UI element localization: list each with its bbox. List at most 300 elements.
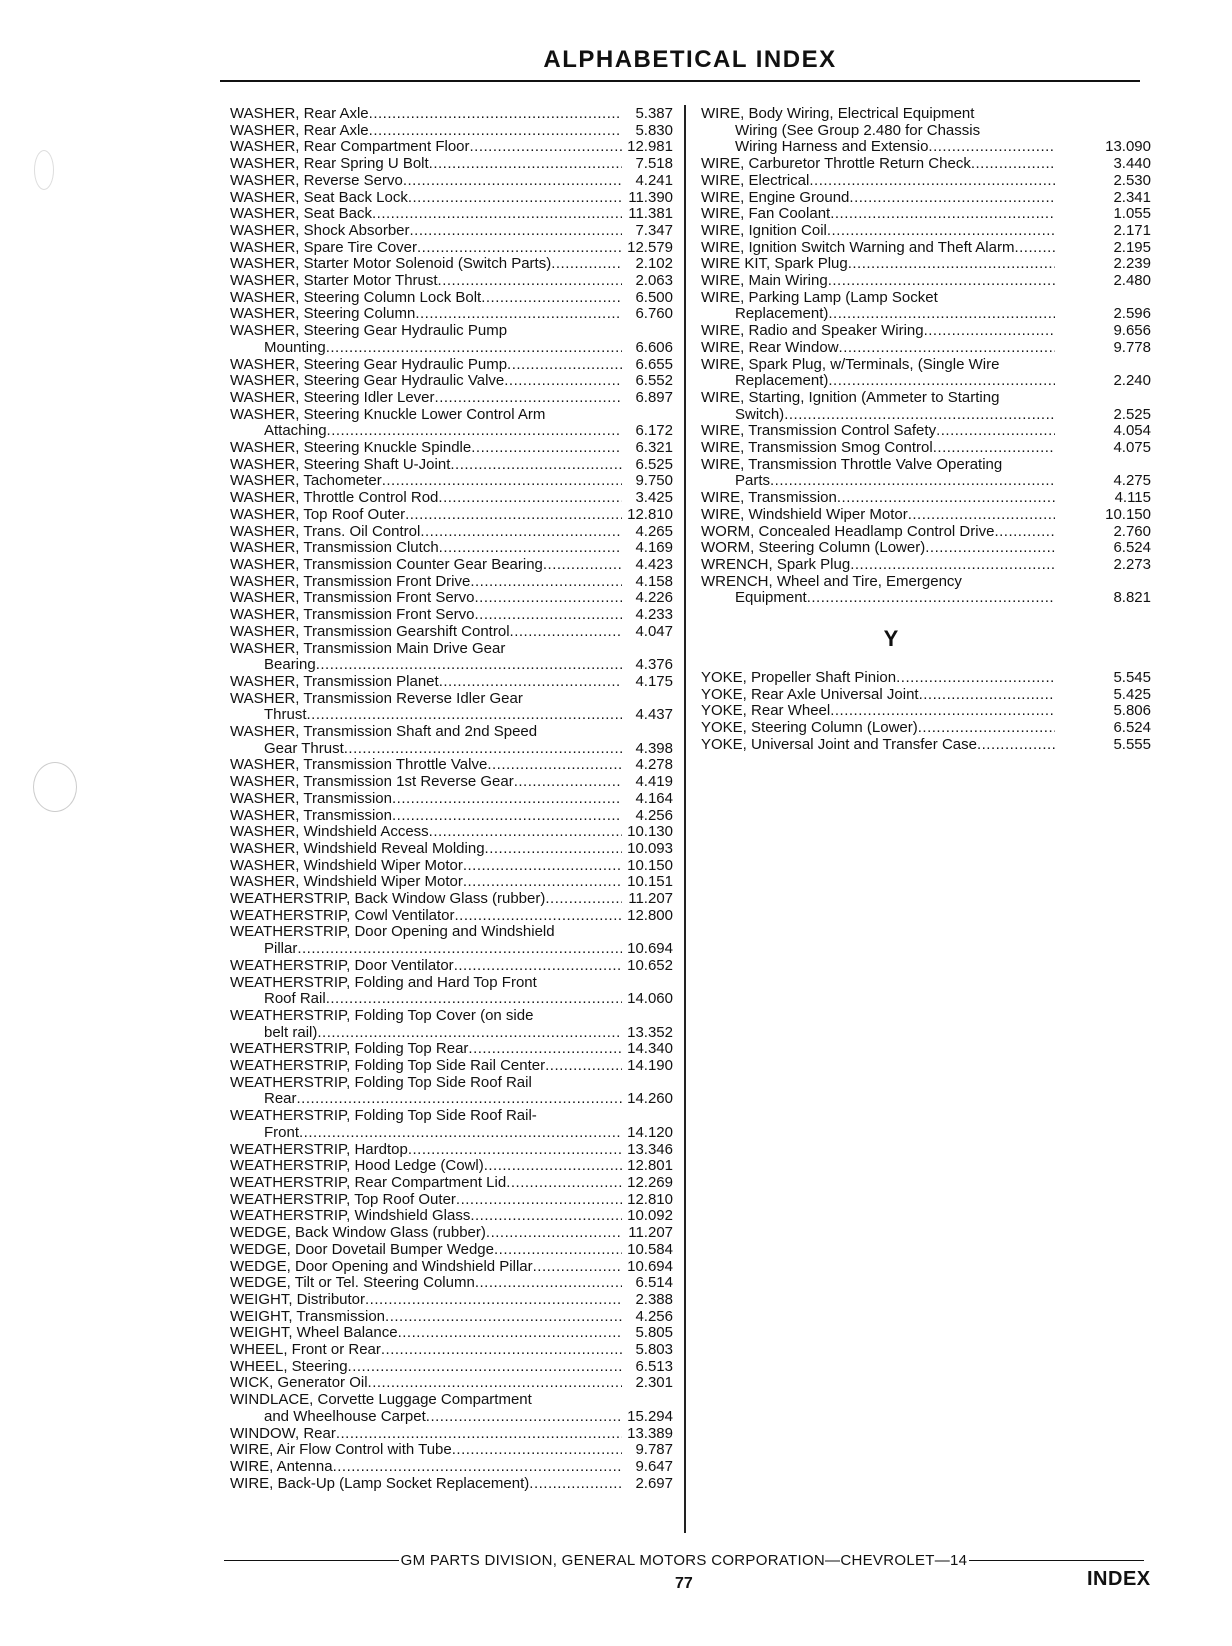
entry-page-ref: 13.090 [1105,138,1151,156]
index-entry [230,958,673,975]
index-entry [701,524,1151,541]
entry-text: WIRE, Transmission Throttle Valve Operating [701,455,1003,473]
index-entry [701,190,1151,207]
entry-page-ref: 10.694 [627,940,673,958]
index-entry [230,1325,673,1342]
entry-text: WEATHERSTRIP, Top Roof Outer [230,1190,456,1208]
entry-text: WASHER, Transmission [230,789,392,807]
entry-line [230,924,673,941]
dot-leader [494,1242,622,1259]
entry-page-ref: 4.398 [635,739,673,757]
entry-line [230,407,673,424]
entry-line [701,557,1151,574]
entry-page-ref: 4.169 [635,539,673,557]
entry-text: YOKE, Rear Wheel [701,702,831,720]
dot-leader [848,256,1055,273]
entry-page-ref: 2.301 [635,1374,673,1392]
entry-page-ref: 9.787 [635,1441,673,1459]
entry-text: WASHER, Transmission Front Servo [230,589,475,607]
entry-text: WASHER, Transmission 1st Reverse Gear [230,773,514,791]
index-entry [230,290,673,307]
entry-text: and Wheelhouse Carpet [264,1407,426,1425]
entry-page-ref: 9.656 [1113,322,1151,340]
entry-text: WASHER, Transmission Main Drive Gear [230,639,506,657]
entry-text: WEATHERSTRIP, Folding Top Cover (on side [230,1006,534,1024]
entry-page-ref: 2.525 [1113,405,1151,423]
entry-line [230,173,673,190]
entry-text: WASHER, Rear Spring U Bolt [230,155,429,173]
entry-page-ref: 4.437 [635,706,673,724]
dot-leader [326,991,622,1008]
entry-line [230,1442,673,1459]
index-entry [230,891,673,908]
entry-line [230,1125,673,1142]
entry-text: WASHER, Transmission Counter Gear Bearing [230,555,543,573]
entry-line [230,390,673,407]
dot-leader [514,774,622,791]
entry-page-ref: 10.093 [627,839,673,857]
entry-line [230,290,673,307]
index-entry [230,1108,673,1141]
dot-leader [470,574,622,591]
left-index-column [230,106,673,1492]
entry-text: WASHER, Steering Knuckle Spindle [230,439,472,457]
index-entry [230,540,673,557]
entry-line [230,624,673,641]
entry-line [230,190,673,207]
dot-leader [382,473,622,490]
entry-line [230,507,673,524]
entry-line [230,1292,673,1309]
index-entry [230,1426,673,1443]
entry-line [230,707,673,724]
entry-page-ref: 10.694 [627,1257,673,1275]
entry-line [230,139,673,156]
dot-leader [928,139,1055,156]
dot-leader [828,373,1055,390]
entry-page-ref: 2.388 [635,1290,673,1308]
index-entry [701,574,1151,607]
entry-page-ref: 2.195 [1113,238,1151,256]
entry-line [701,473,1151,490]
entry-text: Rear [264,1090,297,1108]
index-entry [230,1058,673,1075]
entry-text: WIRE, Antenna [230,1457,333,1475]
entry-text: WEATHERSTRIP, Door Ventilator [230,956,454,974]
dot-leader [830,703,1055,720]
entry-text: belt rail) [264,1023,318,1041]
entry-line [230,240,673,257]
entry-page-ref: 4.376 [635,656,673,674]
index-entry [230,156,673,173]
index-entry [230,975,673,1008]
section-letter-y: Y [883,626,899,652]
entry-line [230,524,673,541]
entry-line [701,273,1151,290]
entry-line [701,390,1151,407]
dot-leader [410,223,622,240]
entry-page-ref: 5.387 [635,105,673,122]
entry-page-ref: 13.346 [627,1140,673,1158]
index-entry [230,273,673,290]
entry-line [701,703,1151,720]
entry-line [230,1359,673,1376]
entry-page-ref: 5.806 [1113,702,1151,720]
entry-text: Pillar [264,940,298,958]
entry-text: WASHER, Seat Back [230,205,372,223]
dot-leader [333,1459,622,1476]
entry-line [230,557,673,574]
entry-line [230,473,673,490]
entry-text: WEATHERSTRIP, Back Window Glass (rubber) [230,890,546,908]
entry-page-ref: 4.423 [635,555,673,573]
index-entry [701,540,1151,557]
index-entry [230,1375,673,1392]
entry-line [230,791,673,808]
index-entry [701,737,1151,754]
entry-text: Replacement) [735,372,829,390]
entry-line [230,1375,673,1392]
entry-text: WEATHERSTRIP, Cowl Ventilator [230,906,455,924]
entry-text: WORM, Steering Column (Lower) [701,539,926,557]
entry-text: WASHER, Rear Axle [230,121,369,139]
entry-line [701,737,1151,754]
entry-text: WASHER, Steering Idler Lever [230,388,435,406]
index-entry [230,407,673,440]
entry-text: Attaching [264,422,327,440]
dot-leader [919,687,1055,704]
entry-line [230,607,673,624]
entry-page-ref: 10.130 [627,823,673,841]
dot-leader [369,106,622,123]
dot-leader [317,1025,622,1042]
dot-leader [543,557,622,574]
entry-line [230,1225,673,1242]
index-entry [230,473,673,490]
dot-leader [415,306,622,323]
dot-leader [439,540,622,557]
entry-page-ref: 5.425 [1113,685,1151,703]
dot-leader [977,737,1055,754]
punch-hole-mark [34,150,54,190]
entry-text: WIRE, Carburetor Throttle Return Check [701,155,971,173]
entry-line [701,670,1151,687]
index-entry [230,691,673,724]
entry-text: Gear Thrust [264,739,344,757]
entry-text: WASHER, Tachometer [230,472,382,490]
entry-text: WEATHERSTRIP, Folding Top Rear [230,1040,469,1058]
entry-line [230,106,673,123]
entry-text: Parts [735,472,771,490]
entry-line [230,991,673,1008]
index-entry [230,390,673,407]
dot-leader [994,524,1055,541]
entry-text: WIRE, Windshield Wiper Motor [701,505,908,523]
entry-page-ref: 2.596 [1113,305,1151,323]
entry-page-ref: 4.054 [1113,422,1151,440]
index-entry [230,724,673,757]
entry-line [701,240,1151,257]
dot-leader [925,540,1055,557]
dot-leader [510,624,622,641]
entry-line [701,507,1151,524]
entry-text: Equipment [735,589,807,607]
entry-page-ref: 5.555 [1113,735,1151,753]
entry-text: WINDLACE, Corvette Luggage Compartment [230,1391,532,1409]
entry-text: WEDGE, Tilt or Tel. Steering Column [230,1274,475,1292]
entry-page-ref: 2.273 [1113,555,1151,573]
entry-line [230,256,673,273]
entry-text: Roof Rail [264,990,326,1008]
entry-text: WIRE, Parking Lamp (Lamp Socket [701,288,938,306]
entry-page-ref: 3.440 [1113,155,1151,173]
index-entry [701,670,1151,687]
entry-line [230,1409,673,1426]
dot-leader [405,507,622,524]
index-entry [230,1008,673,1041]
index-entry [230,1259,673,1276]
entry-page-ref: 6.552 [635,372,673,390]
entry-page-ref: 12.269 [627,1174,673,1191]
index-entry [230,256,673,273]
entry-page-ref: 15.294 [627,1407,673,1425]
index-entry [701,256,1151,273]
entry-line [230,156,673,173]
index-entry [701,490,1151,507]
dot-leader [429,156,622,173]
entry-page-ref: 2.171 [1113,221,1151,239]
page-title: ALPHABETICAL INDEX [543,46,837,73]
entry-line [701,190,1151,207]
entry-line [230,1259,673,1276]
entry-line [230,306,673,323]
entry-page-ref: 4.175 [635,672,673,690]
entry-page-ref: 6.606 [635,338,673,356]
entry-page-ref: 2.697 [635,1474,673,1492]
entry-text: Thrust [264,706,307,724]
entry-line [701,540,1151,557]
entry-page-ref: 4.115 [1114,489,1151,507]
dot-leader [438,273,622,290]
index-entry [701,156,1151,173]
entry-text: WASHER, Steering Column [230,305,416,323]
entry-text: YOKE, Rear Axle Universal Joint [701,685,919,703]
dot-leader [484,1158,622,1175]
index-entry [230,1359,673,1376]
index-entry [701,206,1151,223]
entry-line [701,590,1151,607]
entry-text: WEIGHT, Wheel Balance [230,1324,398,1342]
entry-page-ref: 14.060 [627,990,673,1008]
entry-page-ref: 14.120 [627,1123,673,1141]
dot-leader [485,841,622,858]
dot-leader [545,1058,622,1075]
index-entry [230,240,673,257]
entry-line [230,1275,673,1292]
entry-line [230,1459,673,1476]
entry-page-ref: 5.805 [635,1324,673,1342]
entry-text: WASHER, Transmission [230,806,392,824]
entry-page-ref: 2.239 [1113,255,1151,273]
index-entry [230,924,673,957]
entry-line [230,641,673,658]
entry-text: WASHER, Transmission Shaft and 2nd Speed [230,723,538,741]
index-entry [230,1392,673,1425]
entry-text: WEATHERSTRIP, Hood Ledge (Cowl) [230,1157,484,1175]
entry-page-ref: 4.241 [635,171,673,189]
index-entry [701,440,1151,457]
dot-leader [403,173,622,190]
entry-text: WASHER, Top Roof Outer [230,505,406,523]
entry-page-ref: 4.419 [635,773,673,791]
right-index-column [701,106,1151,753]
dot-leader [809,173,1055,190]
entry-line [230,774,673,791]
entry-text: WASHER, Rear Axle [230,105,369,122]
entry-page-ref: 12.810 [627,505,673,523]
index-entry [230,1476,673,1493]
index-entry [230,373,673,390]
entry-page-ref: 12.579 [627,238,673,256]
entry-text: WASHER, Reverse Servo [230,171,403,189]
entry-line [230,941,673,958]
entry-text: Switch) [735,405,785,423]
dot-leader [837,490,1055,507]
index-entry [701,507,1151,524]
index-entry [701,290,1151,323]
entry-line [230,724,673,741]
entry-text: YOKE, Universal Joint and Transfer Case [701,735,977,753]
index-entry [230,1075,673,1108]
dot-leader [770,473,1055,490]
entry-page-ref: 6.525 [635,455,673,473]
entry-text: WRENCH, Wheel and Tire, Emergency [701,572,962,590]
index-entry [701,423,1151,440]
entry-page-ref: 2.240 [1113,372,1151,390]
entry-page-ref: 4.047 [635,622,673,640]
entry-line [230,1242,673,1259]
entry-text: Mounting [264,338,326,356]
entry-text: WIRE, Body Wiring, Electrical Equipment [701,105,975,122]
dot-leader [850,557,1055,574]
entry-line [701,340,1151,357]
dot-leader [475,1275,622,1292]
entry-page-ref: 2.760 [1113,522,1151,540]
entry-text: Replacement) [735,305,829,323]
entry-line [230,824,673,841]
index-entry [230,757,673,774]
dot-leader [344,741,622,758]
entry-page-ref: 4.275 [1113,472,1151,490]
entry-line [230,657,673,674]
entry-text: WIRE, Rear Window [701,338,839,356]
entry-text: WIRE, Engine Ground [701,188,850,206]
entry-line [230,1208,673,1225]
entry-text: WEDGE, Back Window Glass (rubber) [230,1224,486,1242]
entry-line [230,457,673,474]
entry-page-ref: 10.584 [627,1240,673,1258]
index-entry [230,590,673,607]
dot-leader [529,1476,622,1493]
entry-text: WASHER, Seat Back Lock [230,188,408,206]
index-entry [230,173,673,190]
entry-line [230,1158,673,1175]
entry-line [701,139,1151,156]
dot-leader [487,757,622,774]
index-entry [230,1041,673,1058]
entry-line [230,674,673,691]
dot-leader [828,306,1055,323]
index-entry [230,624,673,641]
entry-text: WEATHERSTRIP, Folding Top Side Rail Center [230,1057,546,1075]
entry-text: WORM, Concealed Headlamp Control Drive [701,522,995,540]
dot-leader [429,824,622,841]
index-entry [701,390,1151,423]
index-entry [230,858,673,875]
column-divider [684,105,686,1533]
dot-leader [918,720,1055,737]
entry-page-ref: 11.207 [628,890,673,908]
dot-leader [297,1091,622,1108]
index-entry [701,173,1151,190]
entry-line [230,1108,673,1125]
entry-text: WASHER, Rear Compartment Floor [230,138,470,156]
entry-line [230,323,673,340]
dot-leader [368,1375,622,1392]
entry-line [230,975,673,992]
index-entry [230,490,673,507]
dot-leader [372,206,622,223]
dot-leader [369,123,622,140]
dot-leader [420,524,622,541]
entry-line [230,741,673,758]
entry-page-ref: 6.172 [635,422,673,440]
entry-page-ref: 4.256 [635,1307,673,1325]
entry-page-ref: 7.347 [635,221,673,239]
index-entry [230,507,673,524]
entry-page-ref: 6.321 [635,439,673,457]
entry-line [230,958,673,975]
entry-line [230,858,673,875]
dot-leader [398,1325,622,1342]
footer-rule-left [224,1560,399,1562]
entry-page-ref: 12.810 [627,1190,673,1208]
entry-text: WASHER, Windshield Wiper Motor [230,856,463,874]
entry-page-ref: 4.158 [635,572,673,590]
index-entry [230,1158,673,1175]
index-entry [230,1309,673,1326]
entry-page-ref: 5.545 [1113,668,1151,686]
entry-page-ref: 10.652 [627,956,673,974]
entry-line [701,407,1151,424]
entry-text: WIRE, Transmission Smog Control [701,439,933,457]
dot-leader [506,1175,622,1192]
entry-page-ref: 6.897 [635,388,673,406]
entry-page-ref: 6.524 [1113,718,1151,736]
entry-text: WASHER, Steering Shaft U-Joint [230,455,451,473]
entry-page-ref: 7.518 [635,155,673,173]
entry-page-ref: 6.760 [635,305,673,323]
entry-text: WASHER, Steering Gear Hydraulic Pump [230,355,508,373]
entry-text: Front [264,1123,300,1141]
entry-line [230,841,673,858]
entry-text: WIRE, Main Wiring [701,272,828,290]
dot-leader [504,373,622,390]
page-number: 77 [675,1575,693,1592]
entry-text: WASHER, Steering Knuckle Lower Control Arm [230,405,546,423]
index-entry [230,1225,673,1242]
entry-text: WEATHERSTRIP, Rear Compartment Lid [230,1174,507,1191]
